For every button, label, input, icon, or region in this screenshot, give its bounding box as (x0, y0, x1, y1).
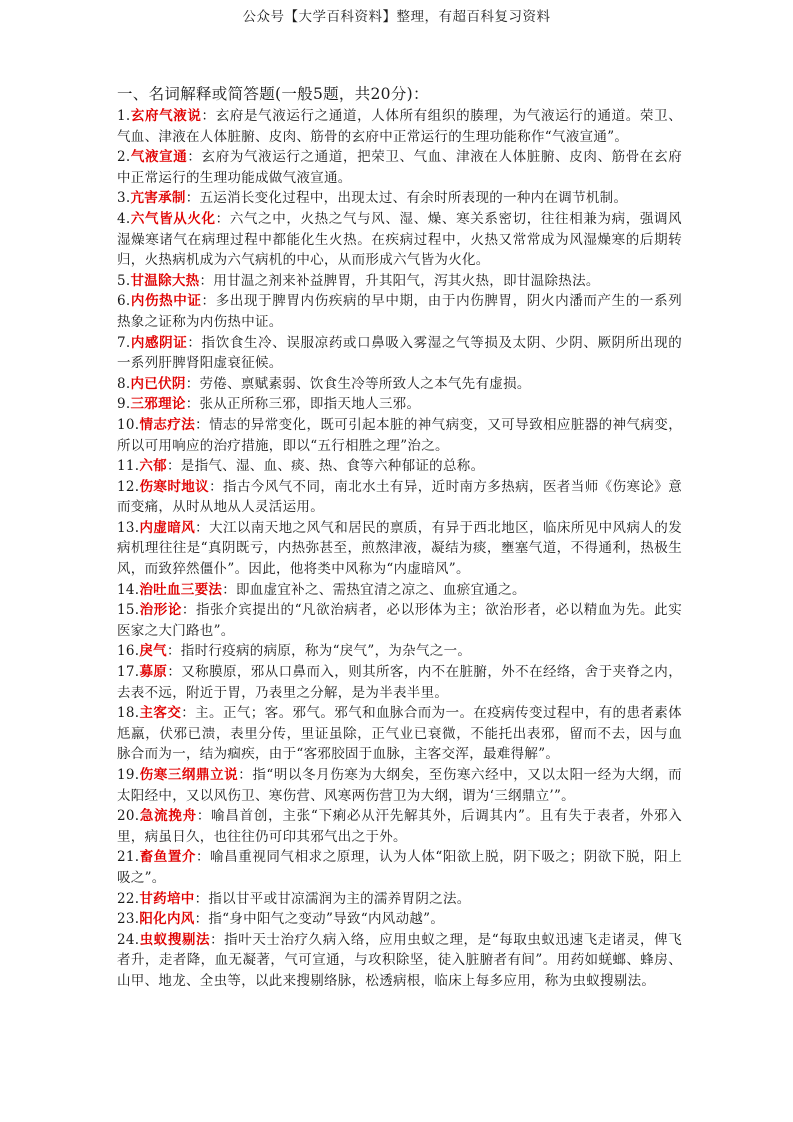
glossary-entry (117, 209, 682, 271)
entry-term: 内感阴证 (130, 334, 188, 351)
entry-term: 急流挽舟 (139, 808, 197, 825)
entry-term: 虫蚁搜剔法 (139, 931, 211, 948)
entry-number: 8. (117, 375, 131, 392)
entry-definition: ：玄府为气液运行之通道，把荣卫、气血、津液在人体脏腑、皮肉、筋骨在玄府中正常运行的生理功能成做气液宣通。 (117, 149, 683, 186)
glossary-entry (117, 806, 682, 847)
glossary-entry (117, 291, 682, 332)
glossary-entry (117, 518, 682, 580)
entry-definition: ：喻昌重视同气相求之原理，认为人体“阳欲上脱，阴下吸之；阴欲下脱，阳上吸之”。 (117, 849, 683, 886)
entry-term: 六郁 (139, 458, 167, 475)
entry-definition: ：指张介宾提出的“凡欲治病者，必以形体为主；欲治形者，必以精血为先。此实医家之大门路也”。 (117, 602, 682, 639)
entry-number: 24. (117, 931, 140, 948)
glossary-entry (117, 889, 682, 910)
entry-term: 伤寒三纲鼎立说 (139, 767, 239, 783)
entry-term: 亢害承制 (130, 190, 186, 207)
glossary-entry (117, 765, 682, 806)
entry-number: 10. (117, 416, 140, 433)
glossary-entry (117, 477, 682, 518)
glossary-entry (117, 147, 682, 188)
glossary-entry (117, 188, 682, 209)
entry-number: 22. (117, 890, 140, 907)
glossary-entry (117, 394, 682, 415)
entry-number: 15. (117, 602, 140, 619)
glossary-entry (117, 641, 682, 662)
entry-definition: ：指以甘平或甘凉濡润为主的濡养胃阴之法。 (194, 890, 471, 907)
entry-term: 甘温除大热 (130, 272, 200, 289)
section-title: 一、名词解释或简答题(一般5题，共20分)： (117, 85, 429, 103)
entry-term: 主客交 (139, 705, 182, 722)
entry-number: 12. (117, 478, 140, 495)
entry-number: 17. (117, 664, 140, 681)
glossary-entry (117, 580, 682, 601)
glossary-entry (117, 374, 682, 395)
entry-definition: ：即血虚宜补之、需热宜清之凉之、血瘀宜通之。 (222, 581, 526, 598)
entry-term: 伤寒时地议 (139, 478, 210, 495)
entry-list (117, 106, 682, 992)
entry-definition: ：指古今风气不同，南北水土有异，近时南方多热病，医者当师《伤寒论》意而变痛，从时从地从人灵活运用。 (117, 478, 683, 516)
entry-term: 戾气 (139, 643, 167, 660)
entry-number: 5. (117, 272, 131, 289)
entry-definition: ：主。正气；客。邪气。邪气和血脉合而为一。在疫病传变过程中，有的患者素体尪羸，伏邪已溃，表里分传，里证虽除，正气业已衰微，不能托出表邪，留而不去，因与血脉合而为一，结为痼疾，由于“客邪胶固于血脉，主客交浑，最难得解”。 (117, 705, 682, 763)
entry-definition: ：张从正所称三邪，即指天地人三邪。 (185, 396, 421, 413)
entry-number: 9. (117, 396, 131, 413)
entry-term: 三邪理论 (130, 396, 186, 413)
entry-definition: ：大江以南天地之风气和居民的禀质，有异于西北地区，临床所见中风病人的发病机理往往是“真阴既亏，内热弥甚至，煎熬津液，凝结为痰，壅塞气道，不得通利，热极生风，而致猝然僵仆”。因此，他将类中风称为“内虚暗风”。 (117, 519, 683, 578)
entry-definition: ：又称膜原，邪从口鼻而入，则其所客，内不在脏腑，外不在经络，舍于夹脊之内，去表不远，附近于胃，乃表里之分解，是为半表半里。 (117, 664, 682, 701)
entry-definition: ：玄府是气液运行之通道，人体所有组织的腠理，为气液运行的通道。荣卫、气血、津液在人体脏腑、皮肉、筋骨的玄府中正常运行的生理功能称作“气液宣通”。 (117, 108, 683, 145)
entry-definition: ：用甘温之剂来补益脾胃，升其阳气，泻其火热，即甘温除热法。 (199, 272, 600, 289)
entry-definition: ：劳倦、禀赋素弱、饮食生冷等所致人之本气先有虚损。 (185, 375, 531, 392)
glossary-entry (117, 456, 682, 477)
glossary-entry (117, 271, 682, 292)
page-header: 公众号【大学百科资料】整理，有超百科复习资料 (242, 9, 551, 25)
entry-term: 治形论 (139, 602, 182, 619)
entry-number: 3. (117, 190, 131, 207)
glossary-entry (117, 909, 682, 930)
glossary-entry (117, 662, 682, 703)
entry-number: 19. (117, 767, 140, 783)
entry-number: 4. (117, 210, 131, 227)
entry-number: 18. (117, 705, 140, 722)
glossary-entry (117, 333, 682, 374)
entry-number: 1. (117, 108, 131, 124)
entry-number: 13. (117, 519, 140, 536)
entry-number: 11. (117, 458, 140, 475)
glossary-entry (117, 930, 682, 992)
entry-term: 内已伏阴 (130, 375, 186, 392)
entry-number: 7. (117, 334, 131, 351)
entry-term: 甘药培中 (139, 890, 195, 907)
entry-number: 21. (117, 849, 140, 866)
entry-number: 14. (117, 581, 140, 598)
glossary-entry (117, 106, 682, 147)
entry-definition: ：指叶天士治疗久病入络，应用虫蚁之理，是“每取虫蚁迅速飞走诸灵，俾飞者升，走者降，血无凝著，气可宣通，与攻积除坚，徒入脏腑者有间”。用药如蜣螂、蜂房、山甲、地龙、全虫等，以此来搜剔络脉，松透病根，临床上每多应用，称为虫蚁搜剔法。 (117, 931, 682, 989)
entry-number: 16. (117, 643, 140, 660)
glossary-entry (117, 703, 682, 765)
entry-definition: ：指“身中阳气之变动”导致“内风动越”。 (194, 911, 445, 928)
entry-definition: ：是指气、湿、血、痰、热、食等六种郁证的总称。 (166, 458, 485, 475)
glossary-entry (117, 847, 682, 888)
entry-definition: ：五运消长变化过程中，出现太过、有余时所表现的一种内在调节机制。 (185, 190, 628, 207)
entry-definition: ：喻昌首创，主张“下痢必从汗先解其外，后调其内”。且有失于表者，外邪入里，病虽日久，也往往仍可印其邪气出之于外。 (117, 808, 682, 845)
entry-term: 内伤热中证 (130, 293, 202, 310)
entry-definition: ：指“明以冬月伤寒为大纲矣，至伤寒六经中，又以太阳一经为大纲，而太阳经中，又以风伤卫、寒伤营、风寒两伤营卫为大纲，谓为‘三纲鼎立’”。 (117, 767, 682, 804)
entry-term: 玄府气液说 (130, 108, 202, 124)
entry-term: 内虚暗风 (139, 519, 196, 536)
entry-term: 情志疗法 (139, 416, 196, 433)
entry-number: 20. (117, 808, 140, 825)
entry-term: 畜鱼置介 (139, 849, 196, 866)
entry-number: 2. (117, 149, 131, 166)
entry-term: 气液宣通 (130, 149, 188, 166)
entry-term: 六气皆从火化 (130, 210, 216, 227)
entry-definition: ：情志的异常变化，既可引起本脏的神气病变，又可导致相应脏器的神气病变，所以可用响应的治疗措施，即以“五行相胜之理”治之。 (117, 416, 683, 454)
entry-definition: ：六气之中，火热之气与风、湿、燥、寒关系密切，往往相兼为病，强调风湿燥寒诸气在病理过程中都能化生火热。在疾病过程中，火热又常常成为风湿燥寒的后期转归，火热病机成为六气病机的中心，从而形成六气皆为火化。 (117, 210, 682, 269)
entry-number: 6. (117, 293, 131, 310)
entry-term: 阳化内风 (139, 911, 195, 928)
glossary-entry (117, 415, 682, 456)
entry-definition: ：指饮食生冷、误服凉药或口鼻吸入雾湿之气等损及太阴、少阴、厥阴所出现的一系列肝脾肾阳虚衰征候。 (117, 334, 683, 372)
glossary-entry (117, 600, 682, 641)
entry-definition: ：指时行疫病的病原，称为“戾气”，为杂气之一。 (166, 643, 472, 660)
entry-term: 募原 (139, 664, 168, 681)
entry-number: 23. (117, 911, 140, 928)
entry-definition: ：多出现于脾胃内伤疾病的早中期，由于内伤脾胃，阴火内潘而产生的一系列热象之证称为内伤热中证。 (117, 293, 683, 330)
entry-term: 治吐血三要法 (139, 581, 223, 598)
